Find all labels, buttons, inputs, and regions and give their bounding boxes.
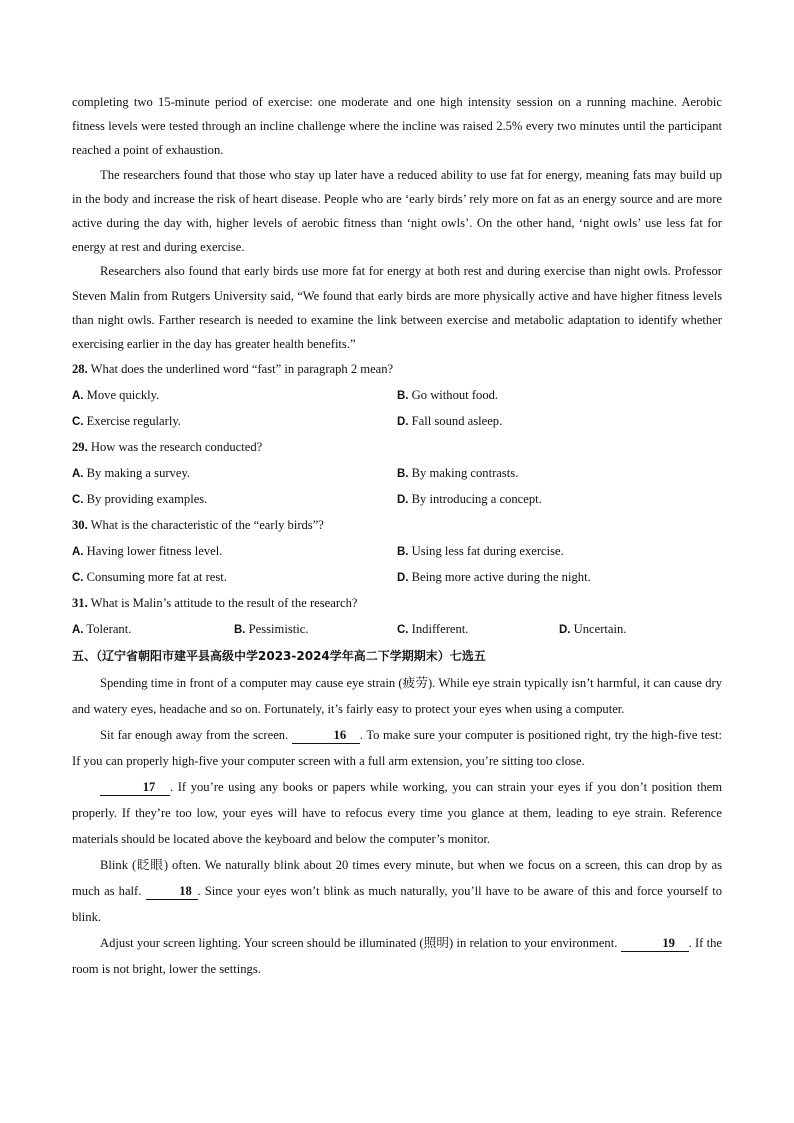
passage-paragraph-1: completing two 15-minute period of exercise: one moderate and one high intensity session on a running machine. Aerobic fitness levels were tested through an incline challenge where the incline was raised 2.5% every two minutes until the participant reached a point of exhaustion. [72, 95, 722, 158]
section5-paragraph-1: Spending time in front of a computer may cause eye strain (疲劳). While eye strain typically isn’t harmful, it can cause dry and watery eyes, headache and so on. Fortunately, it’s fairly easy to protect your eyes when using a computer. [72, 676, 722, 717]
option-c[interactable] [72, 486, 397, 512]
option-c[interactable] [72, 564, 397, 590]
option-letter: D. [397, 572, 409, 585]
paragraph-text: Sit far enough away from the screen. [100, 728, 292, 743]
section5-paragraph-2 [72, 722, 722, 774]
passage-paragraph-3: Researchers also found that early birds use more fat for energy at both rest and during exercise than night owls. Professor Steven Malin from Rutgers University said, “We found that early birds are more physically active and have higher fitness levels than night owls. Farther research is needed to examine the link between exercise and metabolic adaptation to identify whether exercising earlier in the day has greater health benefits.” [72, 264, 722, 352]
option-b[interactable] [397, 460, 722, 486]
question-30 [72, 512, 722, 538]
option-d[interactable] [397, 564, 722, 590]
option-text: Being more active during the night. [411, 570, 591, 585]
option-text: Uncertain. [573, 622, 627, 637]
option-b[interactable] [397, 538, 722, 564]
question-text: What is the characteristic of the “early birds”? [90, 518, 324, 533]
option-text: By introducing a concept. [411, 492, 542, 507]
option-a[interactable] [72, 382, 397, 408]
question-text: What is Malin’s attitude to the result of the research? [90, 596, 358, 611]
option-text: Tolerant. [86, 622, 132, 637]
option-letter: A. [72, 546, 84, 559]
option-letter: C. [72, 416, 84, 429]
option-d[interactable] [397, 408, 722, 434]
paragraph-text: . To make sure your computer is positioned right, try the high-five test: If you can properly high-five your computer screen with a full arm extension, you’re sitting too close. [72, 728, 722, 769]
option-letter: C. [72, 572, 84, 585]
question-30-options [72, 538, 722, 590]
paragraph-text: . If the room is not bright, lower the settings. [72, 936, 722, 977]
question-number: 29. [72, 440, 88, 455]
paragraph-text: . Since your eyes won’t blink as much naturally, you’ll have to be aware of this and force yourself to blink. [72, 884, 722, 925]
option-text: By making contrasts. [411, 466, 519, 481]
option-text: Having lower fitness level. [86, 544, 223, 559]
option-text: Using less fat during exercise. [411, 544, 564, 559]
option-text: Consuming more fat at rest. [86, 570, 227, 585]
option-letter: A. [72, 624, 84, 637]
option-text: By providing examples. [86, 492, 208, 507]
option-d[interactable] [559, 616, 722, 642]
option-letter: B. [234, 624, 246, 637]
option-letter: C. [397, 624, 409, 637]
option-b[interactable] [397, 382, 722, 408]
section5-paragraph-4 [72, 852, 722, 930]
paragraph-text: . If you’re using any books or papers while working, you can strain your eyes if you don’t position them properly. If they’re too low, your eyes will have to refocus every time you glance at them, leading to eye strain. Reference materials should be located above the keyboard and below the computer’s monitor. [72, 780, 722, 847]
blank-17[interactable]: 17 [100, 779, 170, 796]
question-31 [72, 590, 722, 616]
question-number: 31. [72, 596, 88, 611]
question-29-options [72, 460, 722, 512]
paragraph-text: Blink (眨眼) often. We naturally blink about 20 times every minute, but when we focus on a screen, this can drop by as much as half. [72, 858, 722, 899]
blank-16[interactable]: 16 [292, 727, 360, 744]
option-a[interactable] [72, 460, 397, 486]
option-b[interactable] [234, 616, 397, 642]
option-d[interactable] [397, 486, 722, 512]
question-number: 28. [72, 362, 88, 377]
option-letter: D. [559, 624, 571, 637]
blank-18[interactable]: 18 [146, 883, 198, 900]
option-a[interactable] [72, 616, 234, 642]
question-number: 30. [72, 518, 88, 533]
option-letter: B. [397, 546, 409, 559]
section-heading: 五、（辽宁省朝阳市建平县高级中学2023-2024学年高二下学期期末）七选五 [72, 649, 486, 664]
question-28-options [72, 382, 722, 434]
paragraph-text: Adjust your screen lighting. Your screen should be illuminated (照明) in relation to your environment. [100, 936, 621, 951]
question-text: What does the underlined word “fast” in paragraph 2 mean? [90, 362, 394, 377]
option-text: By making a survey. [86, 466, 191, 481]
option-letter: A. [72, 390, 84, 403]
option-letter: B. [397, 468, 409, 481]
option-letter: B. [397, 390, 409, 403]
question-28 [72, 356, 722, 382]
option-letter: D. [397, 416, 409, 429]
option-letter: A. [72, 468, 84, 481]
section5-paragraph-5 [72, 930, 722, 982]
document-page [72, 90, 722, 982]
option-text: Move quickly. [86, 388, 160, 403]
section5-paragraph-3 [72, 774, 722, 852]
option-text: Fall sound asleep. [411, 414, 503, 429]
option-letter: D. [397, 494, 409, 507]
passage-paragraph-2: The researchers found that those who stay up later have a reduced ability to use fat for energy, meaning fats may build up in the body and increase the risk of heart disease. People who are ‘early birds’ rely more on fat as an energy source and are more active during the day with, higher levels of aerobic fitness than ‘night owls’. On the other hand, ‘night owls’ use less fat for energy at rest and during exercise. [72, 167, 722, 255]
option-c[interactable] [397, 616, 559, 642]
question-29 [72, 434, 722, 460]
option-text: Exercise regularly. [86, 414, 181, 429]
question-31-options [72, 616, 722, 642]
option-text: Go without food. [411, 388, 499, 403]
option-text: Indifferent. [411, 622, 469, 637]
option-a[interactable] [72, 538, 397, 564]
option-letter: C. [72, 494, 84, 507]
option-c[interactable] [72, 408, 397, 434]
question-text: How was the research conducted? [90, 440, 263, 455]
option-text: Pessimistic. [248, 622, 309, 637]
blank-19[interactable]: 19 [621, 935, 689, 952]
